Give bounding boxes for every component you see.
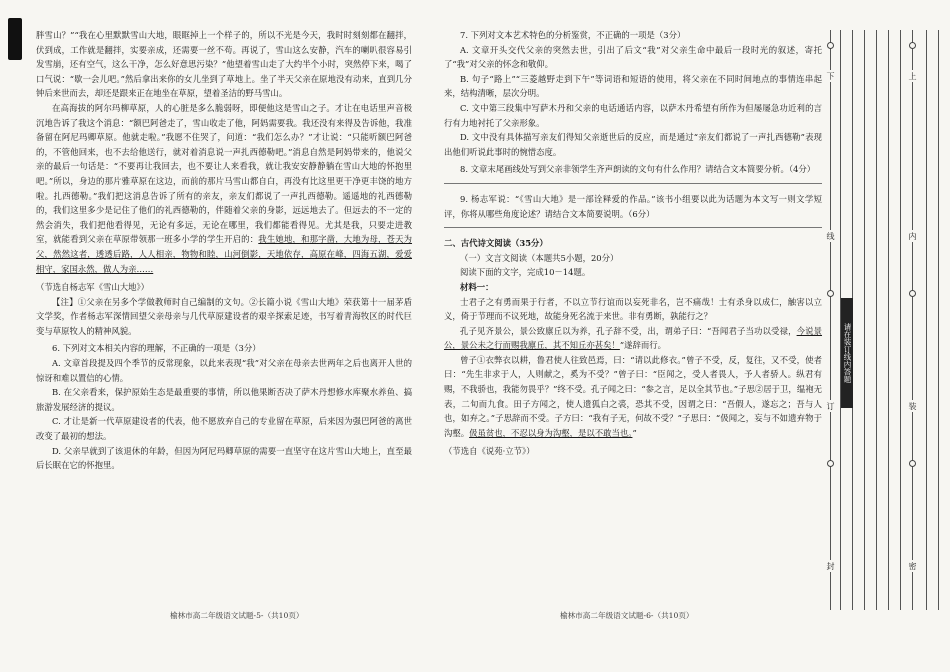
question-7-option-c: C. 文中第三段集中写萨木丹和父亲的电话通话内容，以萨木丹希望有所作为但屡屡急功近利的言行有力地衬托了父亲形象。 [444, 102, 822, 128]
scan-artifact [8, 18, 22, 60]
binding-strip [826, 30, 944, 610]
binding-label-xian: 线 [826, 232, 835, 240]
question-6-option-c: C. 才让是新一代草原建设者的代表，他不愿放弃自己的专业留在草原，后来因为强巴阿爸的离世改变了最初的想法。 [36, 416, 412, 442]
question-7-option-a: A. 文章开头交代父亲的突然去世，引出了后文“我”对父亲生命中最后一段时光的叙述，寄托了“我”对父亲的怀念和敬仰。 [444, 44, 822, 70]
passage-note: 【注】①父亲在另多个学做教师时自己编制的文句。②长篇小说《雪山大地》荣获第十一届茅盾文学奖，作者杨志军深情回望父亲母亲与几代草原建设者的艰辛探索足迹，书写着青海牧区的时代巨变与草原牧人的精神风貌。 [36, 296, 412, 336]
underlined-text: 今说景公，景公未之行而赐我廪丘，其不知丘亦甚矣！ [444, 325, 823, 351]
right-page [444, 28, 822, 459]
binding-label-ding: 订 [826, 402, 835, 410]
binding-hole [909, 42, 916, 49]
binding-hole [827, 42, 834, 49]
binding-line [830, 30, 831, 610]
binding-label-feng: 封 [826, 562, 835, 570]
binding-label-shang: 上 [908, 72, 917, 80]
subsection-title: （一）文言文阅读（本题共5小题，20分） [460, 252, 619, 263]
underlined-text: 伋虽贫也，不忍以身为沟壑，是以不敢当也。 [469, 427, 633, 438]
binding-label-mi: 密 [908, 562, 917, 570]
section-title: 二、古代诗文阅读（35分） [444, 238, 548, 249]
right-page-footer: 榆林市高二年级语文试题-6-（共10页） [560, 611, 694, 620]
question-6-option-d: D. 父亲早就到了该退休的年龄，但因为阿尼玛卿草原的需要一直坚守在这片雪山大地上，直至最后长眠在它的怀抱里。 [36, 445, 412, 471]
material-paragraph-3: 曾子①衣弊衣以耕，鲁君使人往致邑焉，曰：“请以此修衣。”曾子不受，反，复往，又不受，使者曰：“先生非求于人，人则献之，奚为不受？”曾子曰：“臣闻之，受人者畏人，予人者骄人。纵君有赐，不我骄也，我能勿畏乎？”终不受。孔子闻之曰：“参之言，足以全其节也。”子思②居于卫，缊袍无表，二旬而九食。田子方闻之，使人遗狐白之裘，恐其不受，因谓之曰：“吾假人，遂忘之；吾与人也，如弃之。”子思辞而不受。子方曰：“我有子无，何故不受？”子思曰：“伋闻之，妄与不如遗弃物于沟壑。伋虽贫也，不忍以身为沟壑，是以不敢当也。” [444, 354, 822, 438]
binding-line [912, 30, 913, 610]
question-6-option-b: B. 在父亲看来，保护原始生态是最重要的事情，所以他果断否决了萨木丹想修水库聚水养鱼、搞旅游发展经济的提议。 [36, 387, 412, 412]
binding-label-nei: 内 [908, 232, 917, 240]
passage-paragraph-2 [36, 101, 412, 276]
passage-paragraph-1: 胖雪山？”“我在心里默默雪山大地，眼眶掉上一个样子的，所以不光是今天，我时时刻刻都在翻拌，伏到成，工作就是翻拌，实要亲成，还需要一丝不苟。再说了，雪山这么安静，汽车的喇叭很容易引发雪崩，还有空气，这么干净，怎么好意思污染？”他望着雪山走了大约半个小时，突然停下来，喝了口气说：“歇一会儿吧。”然后拿出来你的女儿坐到了草地上。坐了半天父亲在原地没有动来，直到几分钟后来世而去，却还是跟来正在地坐在草原，望着圣洁的野马雪山。 [36, 30, 412, 99]
section-divider [444, 227, 822, 228]
binding-hole [909, 290, 916, 297]
question-7-option-b: B. 句子“路上”“三菱越野走到下午”等词语和短语的使用，将父亲在不同时间地点的事情连串起来，结构清晰，层次分明。 [444, 73, 822, 99]
question-7-option-d: D. 文中没有具体描写亲友们得知父亲逝世后的反应，而是通过“亲友们都说了一声扎西德勒”表现出他们听说此事时的惋惜态度。 [444, 132, 822, 157]
binding-hole [909, 460, 916, 467]
binding-notice-tag: 请在装订线内答题 [841, 298, 853, 408]
left-page [36, 28, 412, 473]
binding-hole [827, 460, 834, 467]
material-paragraph-1: 士君子之有勇而果于行者，不以立节行谊而以妄死非名，岂不痛哉！士有杀身以成仁，触害以立义，倚于节理而不议死地，故能身死名流于来世。非有勇断，孰能行之？ [444, 296, 822, 322]
question-8: 8. 文章末尾画线处写到父亲非领学生齐声朗读的文句有什么作用？请结合文本简要分析。（4分） [460, 164, 816, 175]
passage-source: （节选自杨志军《雪山大地》） [36, 282, 150, 293]
binding-hole [827, 290, 834, 297]
left-page-footer: 榆林市高二年级语文试题-5-（共10页） [170, 611, 304, 620]
material-paragraph-2: 孔子见齐景公，景公致廪丘以为养，孔子辞不受，出，谓弟子曰：“吾闻君子当功以受禄，今说景公，景公未之行而赐我廪丘，其不知丘亦甚矣！”遂辞而行。 [444, 325, 823, 351]
passage-paragraph-2-text: 在高海拔的阿尔玛柳草原，人的心脏是多么脆弱呀，即便他这是雪山之子。才让在电话里声音极沉地告诉了我这个消息：“额巴阿爸走了，雪山收走了他，阿妈需要我。我还没有来得及告诉他，我准备留在阿尼玛卿草原。他就走啦。”我愿不住哭了，问道：“我们怎么办？”才让说：“只能听额巴阿爸的，不管他回来，也不去给他送行，就对着消息说一声扎西德勒吧。”消息自然是阿妈带来的，他说父亲的最后一句话是：“不要再让我回去，也不要让人来看我，就让我安安静静躺在雪山大地的怀抱里吧。”所以，身边的那片雅草原在这边，而前的那片马雪山都自白，再没有比这里更干净更丰饶的地方啦。扎西德勒。”我们把这消息告诉了所有的亲友，亲友们都说了一声扎西德勒。遥遥地的礼西德勒的，我们这里多少是记住了他们的礼西德勒的，伴随着父亲的身影，远远地去了。但远去的不一定的然会消失，我们把他看得见，无论有多远，无论在哪里，我们都能看得见。尤其是我，只要走进教室，就能看到父亲在草原带领那一班多小学的学生开启的：我生她地，和那字凿，大地为母，苍天为父，然然这者，透透后路，人人相亲，物物和睦，山河倒影，天地依存，高原在峰，四海五湖，爱爱相守，家国永然，做人为亲…… [36, 102, 413, 274]
underlined-text: 我生她地，和那字凿，大地为母，苍天为父，然然这者，透透后路，人人相亲，物物和睦，山河倒影，天地依存，高原在峰，四海五湖，爱爱相守，家国永然，做人为亲…… [36, 234, 413, 274]
binding-line [900, 30, 901, 610]
binding-line [864, 30, 865, 610]
material-label: 材料一： [460, 281, 494, 292]
question-6-option-a: A. 文章首段提及四个季节的反常现象，以此来表现“我”对父亲在母亲去世两年之后也离开人世的惊讶和难以置信的心情。 [36, 358, 412, 383]
binding-line [938, 30, 939, 610]
reading-instruction: 阅读下面的文字，完成10－14题。 [460, 267, 591, 278]
binding-line [888, 30, 889, 610]
binding-line [926, 30, 927, 610]
binding-line [876, 30, 877, 610]
question-6-stem: 6. 下列对文本相关内容的理解，不正确的一项是（3分） [52, 343, 261, 354]
question-7-stem: 7. 下列对文本艺术特色的分析鉴赏，不正确的一项是（3分） [460, 30, 686, 40]
binding-label-xia: 下 [826, 72, 835, 80]
answer-line [444, 183, 822, 184]
material-source: （节选自《说苑·立节》） [444, 446, 535, 457]
question-9: 9. 杨志军说：“《雪山大地》是一部诠释爱的作品。”该书小组要以此为话题为本文写一则文学短评，你将从哪些角度论述？请结合文本简要说明。（6分） [444, 193, 822, 219]
binding-label-zhuang: 装 [908, 402, 917, 410]
